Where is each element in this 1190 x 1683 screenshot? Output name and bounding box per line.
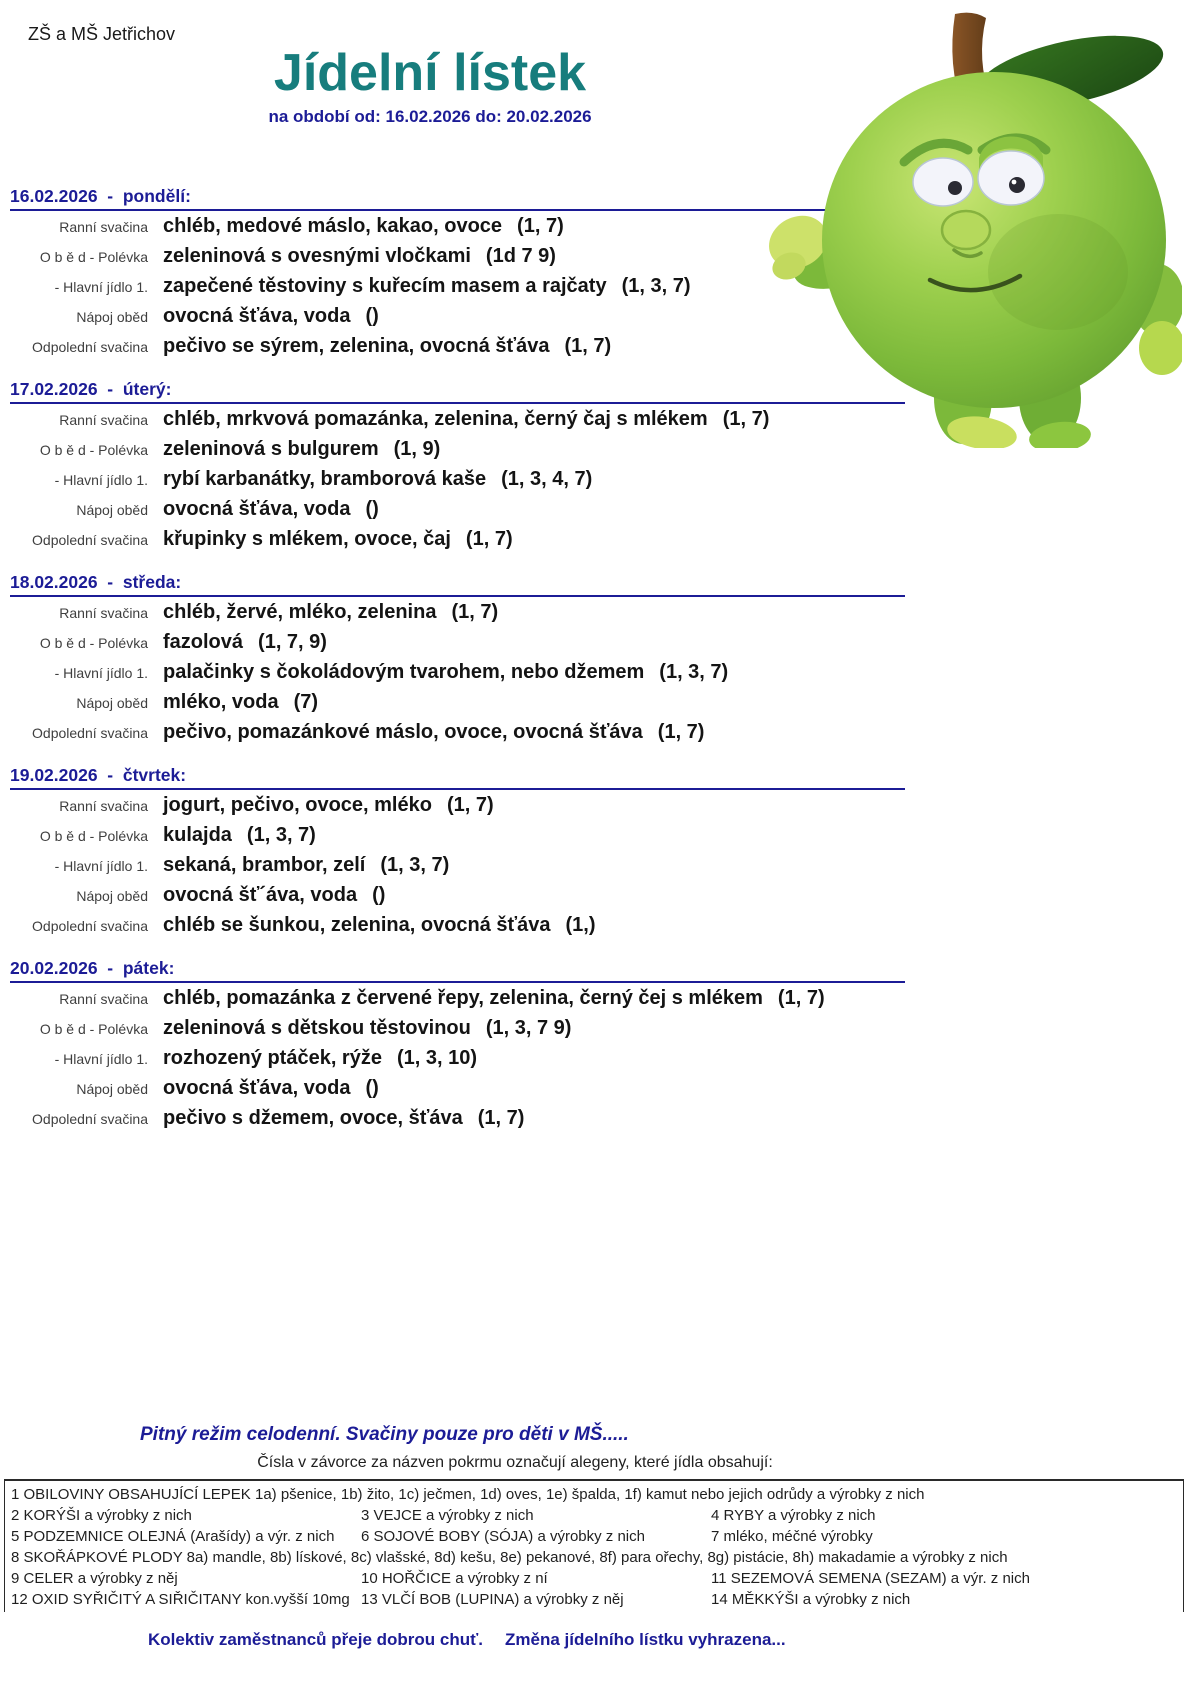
meal-text: ovocná šťáva, voda bbox=[163, 305, 351, 327]
meal-label: Odpolední svačina bbox=[32, 1111, 148, 1127]
menu-row bbox=[10, 854, 1190, 884]
allergen-item: 7 mléko, méčné výrobky bbox=[711, 1528, 873, 1545]
menu-row bbox=[10, 987, 1190, 1017]
meal-label: Nápoj oběd bbox=[76, 695, 148, 711]
meal-text: chléb se šunkou, zelenina, ovocná šťáva bbox=[163, 914, 551, 936]
meal-text: rybí karbanátky, bramborová kaše bbox=[163, 468, 487, 490]
meal-text: zapečené těstoviny s kuřecím masem a rajčaty bbox=[163, 275, 607, 297]
day-header: 16.02.2026 - pondělí: bbox=[10, 186, 905, 211]
meal-text: zeleninová s ovesnými vločkami bbox=[163, 245, 471, 267]
meal-allergens: (1,) bbox=[565, 914, 596, 936]
meal-label: Odpolední svačina bbox=[32, 532, 148, 548]
meal-text: sekaná, brambor, zelí bbox=[163, 854, 366, 876]
meal-label: Nápoj oběd bbox=[76, 1081, 148, 1097]
meal-text: mléko, voda bbox=[163, 691, 279, 713]
menu-row bbox=[10, 1077, 1190, 1107]
allergen-item: 10 HOŘČICE a výrobky z ní bbox=[361, 1570, 548, 1587]
day-header: 18.02.2026 - středa: bbox=[10, 572, 905, 597]
meal-allergens: (1, 7) bbox=[564, 335, 612, 357]
meal-label: - Hlavní jídlo 1. bbox=[54, 665, 148, 681]
day-section bbox=[10, 765, 1190, 944]
meal-label: Ranní svačina bbox=[59, 991, 148, 1007]
allergen-item: 2 KORÝŠI a výrobky z nich bbox=[11, 1507, 192, 1524]
menu-row bbox=[10, 824, 1190, 854]
meal-label: Nápoj oběd bbox=[76, 888, 148, 904]
allergen-row bbox=[11, 1484, 1183, 1505]
meal-text: chléb, medové máslo, kakao, ovoce bbox=[163, 215, 503, 237]
meal-text: fazolová bbox=[163, 631, 244, 653]
meal-text: pečivo se sýrem, zelenina, ovocná šťáva bbox=[163, 335, 550, 357]
meal-label: O b ě d - Polévka bbox=[39, 1021, 148, 1037]
allergen-explanation: Čísla v závorce za názven pokrmu označují alegeny, které jídla obsahují: bbox=[257, 1454, 773, 1471]
meal-text: ovocná šťáva, voda bbox=[163, 1077, 351, 1099]
closing-wish: Kolektiv zaměstnanců přeje dobrou chuť. bbox=[148, 1630, 483, 1649]
meal-label: O b ě d - Polévka bbox=[39, 442, 148, 458]
meal-allergens: (1, 3, 7 9) bbox=[485, 1017, 572, 1039]
day-header: 17.02.2026 - úterý: bbox=[10, 379, 905, 404]
meal-text: pečivo, pomazánkové máslo, ovoce, ovocná šťáva bbox=[163, 721, 643, 743]
meal-label: Ranní svačina bbox=[59, 412, 148, 428]
apple-nose bbox=[942, 211, 990, 249]
meal-allergens: () bbox=[365, 305, 379, 327]
meal-text: ovocná šť´áva, voda bbox=[163, 884, 358, 906]
meal-text: chléb, mrkvová pomazánka, zelenina, černý čaj s mlékem bbox=[163, 408, 708, 430]
meal-label: Nápoj oběd bbox=[76, 502, 148, 518]
allergen-item: 13 VLČÍ BOB (LUPINA) a výrobky z něj bbox=[361, 1591, 624, 1608]
meal-allergens: (1, 7) bbox=[465, 528, 513, 550]
meal-allergens: (1, 3, 7) bbox=[621, 275, 691, 297]
day-section bbox=[10, 572, 1190, 751]
meal-label: O b ě d - Polévka bbox=[39, 828, 148, 844]
meal-text: chléb, žervé, mléko, zelenina bbox=[163, 601, 437, 623]
meal-allergens: (7) bbox=[293, 691, 319, 713]
meal-text: zeleninová s dětskou těstovinou bbox=[163, 1017, 471, 1039]
page-title: Jídelní lístek bbox=[273, 44, 587, 102]
meal-allergens: () bbox=[372, 884, 386, 906]
meal-text: palačinky s čokoládovým tvarohem, nebo džemem bbox=[163, 661, 645, 683]
menu-row bbox=[10, 1047, 1190, 1077]
closing-disclaimer: Změna jídelního lístku vyhrazena... bbox=[505, 1630, 786, 1649]
meal-allergens: (1, 7) bbox=[451, 601, 499, 623]
allergen-item: 8 SKOŘÁPKOVÉ PLODY 8a) mandle, 8b) lískové, 8c) vlašské, 8d) kešu, 8e) pekanové, 8f) para ořechy, 8g) pistácie, 8h) makadamie a výrobky z nich bbox=[11, 1549, 1008, 1566]
meal-allergens: (1, 7) bbox=[657, 721, 705, 743]
menu-row bbox=[10, 631, 1190, 661]
meal-label: Odpolední svačina bbox=[32, 918, 148, 934]
allergen-item: 3 VEJCE a výrobky z nich bbox=[361, 1507, 534, 1524]
meal-allergens: (1, 7) bbox=[477, 1107, 525, 1129]
menu-row bbox=[10, 884, 1190, 914]
meal-text: chléb, pomazánka z červené řepy, zelenina, černý čej s mlékem bbox=[163, 987, 763, 1009]
allergen-item: 5 PODZEMNICE OLEJNÁ (Arašídy) a výr. z nich bbox=[11, 1528, 335, 1545]
meal-allergens: (1, 9) bbox=[393, 438, 441, 460]
allergen-row bbox=[11, 1505, 1183, 1526]
allergen-item: 4 RYBY a výrobky z nich bbox=[711, 1507, 876, 1524]
menu-row bbox=[10, 468, 1190, 498]
meal-label: O b ě d - Polévka bbox=[39, 635, 148, 651]
meal-allergens: (1, 7) bbox=[777, 987, 825, 1009]
day-rows bbox=[10, 987, 1190, 1137]
menu-row bbox=[10, 691, 1190, 721]
allergen-row bbox=[11, 1547, 1183, 1568]
day-section bbox=[10, 958, 1190, 1137]
meal-label: - Hlavní jídlo 1. bbox=[54, 858, 148, 874]
meal-allergens: (1d 7 9) bbox=[485, 245, 556, 267]
meal-text: jogurt, pečivo, ovoce, mléko bbox=[163, 794, 432, 816]
apple-mascot-icon bbox=[758, 0, 1182, 448]
meal-text: ovocná šťáva, voda bbox=[163, 498, 351, 520]
allergen-row bbox=[11, 1568, 1183, 1589]
menu-row bbox=[10, 721, 1190, 751]
meal-allergens: (1, 7) bbox=[722, 408, 770, 430]
menu-row bbox=[10, 914, 1190, 944]
meal-allergens: () bbox=[365, 1077, 379, 1099]
meal-allergens: (1, 3, 7) bbox=[380, 854, 450, 876]
menu-row bbox=[10, 661, 1190, 691]
meal-text: kulajda bbox=[163, 824, 232, 846]
meal-text: křupinky s mlékem, ovoce, čaj bbox=[163, 528, 451, 550]
menu-row bbox=[10, 794, 1190, 824]
menu-row bbox=[10, 1107, 1190, 1137]
meal-allergens: (1, 7, 9) bbox=[258, 631, 327, 653]
day-header: 20.02.2026 - pátek: bbox=[10, 958, 905, 983]
menu-row bbox=[10, 498, 1190, 528]
meal-label: - Hlavní jídlo 1. bbox=[54, 279, 148, 295]
allergen-row bbox=[11, 1589, 1183, 1610]
meal-label: O b ě d - Polévka bbox=[39, 249, 148, 265]
drinking-regime-note: Pitný režim celodenní. Svačiny pouze pro děti v MŠ..... bbox=[140, 1424, 629, 1445]
meal-allergens: (1, 3, 7) bbox=[246, 824, 316, 846]
meal-allergens: () bbox=[365, 498, 379, 520]
menu-row bbox=[10, 601, 1190, 631]
menu-row bbox=[10, 528, 1190, 558]
allergen-table bbox=[4, 1479, 1184, 1612]
meal-allergens: (1, 3, 10) bbox=[396, 1047, 478, 1069]
meal-allergens: (1, 3, 4, 7) bbox=[501, 468, 593, 490]
allergen-item: 14 MĚKKÝŠI a výrobky z nich bbox=[711, 1591, 911, 1608]
meal-text: zeleninová s bulgurem bbox=[163, 438, 379, 460]
apple-left-eye bbox=[913, 158, 973, 206]
school-name: ZŠ a MŠ Jetřichov bbox=[28, 24, 176, 44]
meal-text: pečivo s džemem, ovoce, šťáva bbox=[163, 1107, 463, 1129]
apple-right-eye bbox=[978, 151, 1044, 205]
meal-label: Odpolední svačina bbox=[32, 339, 148, 355]
day-rows bbox=[10, 794, 1190, 944]
document-header bbox=[0, 46, 860, 127]
meal-label: Ranní svačina bbox=[59, 605, 148, 621]
meal-allergens: (1, 3, 7) bbox=[659, 661, 729, 683]
day-header: 19.02.2026 - čtvrtek: bbox=[10, 765, 905, 790]
meal-allergens: (1, 7) bbox=[446, 794, 494, 816]
allergen-item: 9 CELER a výrobky z něj bbox=[11, 1570, 178, 1587]
allergen-item: 11 SEZEMOVÁ SEMENA (SEZAM) a výr. z nich bbox=[711, 1570, 1030, 1587]
meal-label: - Hlavní jídlo 1. bbox=[54, 472, 148, 488]
meal-label: Nápoj oběd bbox=[76, 309, 148, 325]
meal-label: Odpolední svačina bbox=[32, 725, 148, 741]
menu-period: na období od: 16.02.2026 do: 20.02.2026 bbox=[268, 106, 592, 126]
meal-text: rozhozený ptáček, rýže bbox=[163, 1047, 382, 1069]
meal-label: - Hlavní jídlo 1. bbox=[54, 1051, 148, 1067]
allergen-item: 12 OXID SYŘIČITÝ A SIŘIČITANY kon.vyšší 10mg bbox=[11, 1591, 350, 1608]
allergen-item: 1 OBILOVINY OBSAHUJÍCÍ LEPEK 1a) pšenice, 1b) žito, 1c) ječmen, 1d) oves, 1e) špalda, 1f) kamut nebo jejich odrůdy a výrobky z nich bbox=[11, 1486, 925, 1503]
menu-row bbox=[10, 1017, 1190, 1047]
meal-label: Ranní svačina bbox=[59, 798, 148, 814]
day-rows bbox=[10, 601, 1190, 751]
allergen-row bbox=[11, 1526, 1183, 1547]
meal-allergens: (1, 7) bbox=[517, 215, 564, 237]
meal-label: Ranní svačina bbox=[59, 219, 148, 235]
allergen-item: 6 SOJOVÉ BOBY (SÓJA) a výrobky z nich bbox=[361, 1528, 645, 1545]
